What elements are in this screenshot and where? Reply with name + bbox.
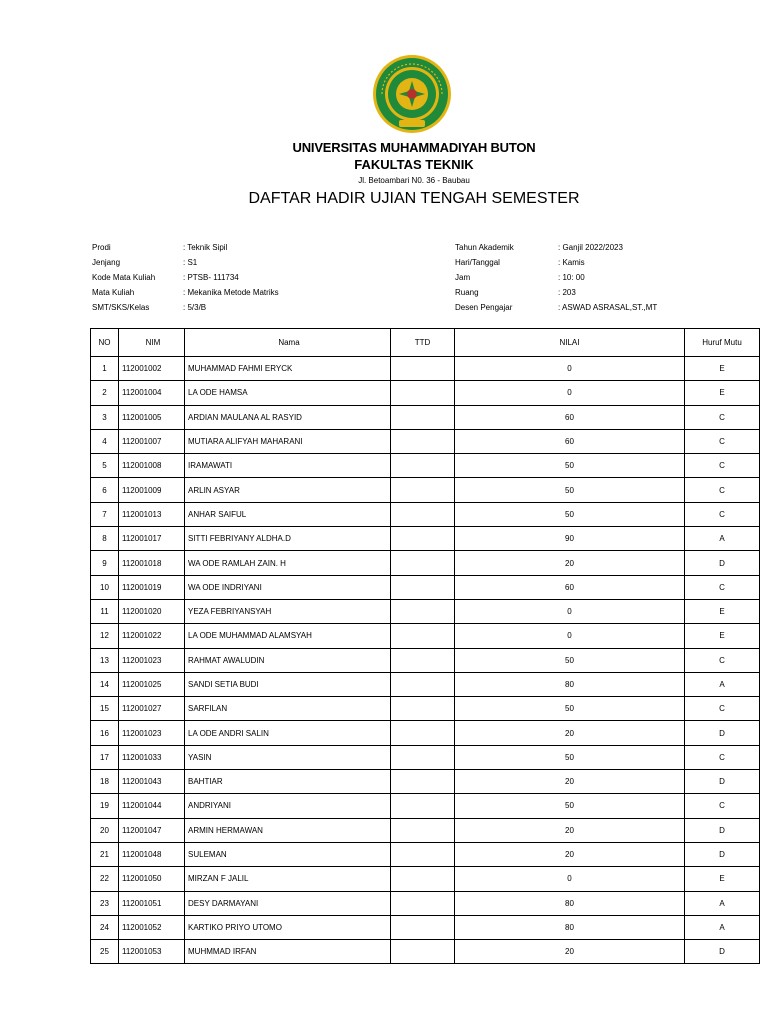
- cell-nim: 112001019: [119, 575, 185, 599]
- info-value: : PTSB- 111734: [183, 273, 239, 282]
- cell-nim: 112001017: [119, 527, 185, 551]
- info-value: : Teknik Sipil: [183, 243, 228, 252]
- table-header-row: [91, 329, 760, 357]
- cell-huruf-mutu: E: [685, 357, 760, 381]
- cell-nama: MUHMMAD IRFAN: [185, 940, 391, 964]
- cell-nilai: 60: [455, 405, 685, 429]
- cell-ttd: [391, 745, 455, 769]
- cell-no: 22: [91, 867, 119, 891]
- table-row: [91, 770, 760, 794]
- table-row: [91, 818, 760, 842]
- cell-nilai: 50: [455, 648, 685, 672]
- university-name: UNIVERSITAS MUHAMMADIYAH BUTON: [292, 140, 536, 155]
- document-title: DAFTAR HADIR UJIAN TENGAH SEMESTER: [248, 190, 580, 207]
- info-label: Hari/Tanggal: [455, 258, 500, 267]
- cell-ttd: [391, 429, 455, 453]
- cell-no: 16: [91, 721, 119, 745]
- cell-nim: 112001033: [119, 745, 185, 769]
- address: Jl. Betoambari N0. 36 - Baubau: [358, 176, 470, 185]
- table-row: [91, 721, 760, 745]
- cell-no: 10: [91, 575, 119, 599]
- cell-no: 7: [91, 502, 119, 526]
- cell-nama: DESY DARMAYANI: [185, 891, 391, 915]
- cell-huruf-mutu: D: [685, 721, 760, 745]
- cell-huruf-mutu: A: [685, 672, 760, 696]
- cell-no: 12: [91, 624, 119, 648]
- table-row: [91, 527, 760, 551]
- cell-nilai: 20: [455, 721, 685, 745]
- info-value: : ASWAD ASRASAL,ST.,MT: [558, 303, 658, 312]
- cell-nim: 112001043: [119, 770, 185, 794]
- cell-nama: LA ODE MUHAMMAD ALAMSYAH: [185, 624, 391, 648]
- cell-ttd: [391, 672, 455, 696]
- info-value: : 5/3/B: [183, 303, 207, 312]
- cell-nim: 112001018: [119, 551, 185, 575]
- cell-nilai: 90: [455, 527, 685, 551]
- cell-huruf-mutu: D: [685, 842, 760, 866]
- cell-huruf-mutu: C: [685, 648, 760, 672]
- cell-nama: MUHAMMAD FAHMI ERYCK: [185, 357, 391, 381]
- cell-nama: IRAMAWATI: [185, 454, 391, 478]
- table-row: [91, 624, 760, 648]
- cell-nama: SARFILAN: [185, 697, 391, 721]
- cell-huruf-mutu: C: [685, 697, 760, 721]
- cell-ttd: [391, 648, 455, 672]
- info-value: : S1: [183, 258, 198, 267]
- cell-huruf-mutu: C: [685, 745, 760, 769]
- col-header-no: NO: [91, 329, 119, 357]
- cell-nilai: 50: [455, 478, 685, 502]
- cell-huruf-mutu: D: [685, 770, 760, 794]
- cell-ttd: [391, 357, 455, 381]
- cell-nilai: 0: [455, 624, 685, 648]
- cell-nilai: 20: [455, 940, 685, 964]
- cell-nilai: 50: [455, 454, 685, 478]
- cell-nilai: 60: [455, 575, 685, 599]
- info-value: : Mekanika Metode Matriks: [183, 288, 279, 297]
- university-logo: [372, 54, 452, 134]
- table-row: [91, 357, 760, 381]
- cell-nama: LA ODE ANDRI SALIN: [185, 721, 391, 745]
- cell-no: 23: [91, 891, 119, 915]
- cell-nama: SANDI SETIA BUDI: [185, 672, 391, 696]
- cell-ttd: [391, 697, 455, 721]
- cell-nama: YASIN: [185, 745, 391, 769]
- cell-ttd: [391, 405, 455, 429]
- cell-ttd: [391, 599, 455, 623]
- cell-nilai: 20: [455, 770, 685, 794]
- info-label: Kode Mata Kuliah: [92, 273, 156, 282]
- table-row: [91, 599, 760, 623]
- cell-nilai: 0: [455, 357, 685, 381]
- cell-nama: ANDRIYANI: [185, 794, 391, 818]
- cell-ttd: [391, 454, 455, 478]
- cell-nim: 112001020: [119, 599, 185, 623]
- cell-no: 14: [91, 672, 119, 696]
- cell-nilai: 50: [455, 502, 685, 526]
- cell-nama: ARLIN ASYAR: [185, 478, 391, 502]
- cell-huruf-mutu: D: [685, 818, 760, 842]
- faculty-name: FAKULTAS TEKNIK: [354, 157, 474, 172]
- cell-nama: MIRZAN F JALIL: [185, 867, 391, 891]
- col-header-nama: Nama: [185, 329, 391, 357]
- table-row: [91, 891, 760, 915]
- cell-huruf-mutu: A: [685, 527, 760, 551]
- cell-huruf-mutu: C: [685, 429, 760, 453]
- table-row: [91, 405, 760, 429]
- cell-ttd: [391, 818, 455, 842]
- cell-nilai: 0: [455, 381, 685, 405]
- cell-ttd: [391, 478, 455, 502]
- info-label: Tahun Akademik: [455, 243, 514, 252]
- cell-nim: 112001044: [119, 794, 185, 818]
- cell-nim: 112001009: [119, 478, 185, 502]
- cell-nim: 112001050: [119, 867, 185, 891]
- cell-nilai: 50: [455, 794, 685, 818]
- cell-nim: 112001007: [119, 429, 185, 453]
- cell-huruf-mutu: E: [685, 867, 760, 891]
- table-row: [91, 697, 760, 721]
- cell-nilai: 80: [455, 915, 685, 939]
- cell-no: 2: [91, 381, 119, 405]
- table-row: [91, 381, 760, 405]
- cell-nim: 112001053: [119, 940, 185, 964]
- cell-no: 19: [91, 794, 119, 818]
- cell-ttd: [391, 381, 455, 405]
- cell-ttd: [391, 721, 455, 745]
- table-row: [91, 794, 760, 818]
- cell-nilai: 20: [455, 818, 685, 842]
- table-row: [91, 672, 760, 696]
- info-label: Jam: [455, 273, 471, 282]
- info-label: Mata Kuliah: [92, 288, 135, 297]
- cell-no: 25: [91, 940, 119, 964]
- cell-nim: 112001052: [119, 915, 185, 939]
- table-row: [91, 551, 760, 575]
- cell-huruf-mutu: C: [685, 405, 760, 429]
- cell-nim: 112001027: [119, 697, 185, 721]
- cell-huruf-mutu: C: [685, 454, 760, 478]
- cell-ttd: [391, 502, 455, 526]
- cell-nama: MUTIARA ALIFYAH MAHARANI: [185, 429, 391, 453]
- cell-ttd: [391, 770, 455, 794]
- cell-huruf-mutu: A: [685, 891, 760, 915]
- cell-nama: RAHMAT AWALUDIN: [185, 648, 391, 672]
- attendance-table: [90, 328, 760, 964]
- cell-ttd: [391, 867, 455, 891]
- cell-nilai: 50: [455, 697, 685, 721]
- cell-nama: ANHAR SAIFUL: [185, 502, 391, 526]
- cell-nim: 112001023: [119, 721, 185, 745]
- cell-ttd: [391, 551, 455, 575]
- cell-nama: LA ODE HAMSA: [185, 381, 391, 405]
- cell-nilai: 0: [455, 867, 685, 891]
- table-row: [91, 915, 760, 939]
- cell-ttd: [391, 891, 455, 915]
- cell-nim: 112001051: [119, 891, 185, 915]
- cell-ttd: [391, 915, 455, 939]
- cell-ttd: [391, 794, 455, 818]
- cell-no: 15: [91, 697, 119, 721]
- cell-nilai: 80: [455, 891, 685, 915]
- cell-no: 6: [91, 478, 119, 502]
- cell-nama: YEZA FEBRIYANSYAH: [185, 599, 391, 623]
- cell-nama: SULEMAN: [185, 842, 391, 866]
- cell-nim: 112001005: [119, 405, 185, 429]
- col-header-nilai: NILAI: [455, 329, 685, 357]
- cell-nim: 112001048: [119, 842, 185, 866]
- cell-no: 4: [91, 429, 119, 453]
- cell-huruf-mutu: C: [685, 478, 760, 502]
- table-row: [91, 429, 760, 453]
- cell-ttd: [391, 575, 455, 599]
- cell-no: 9: [91, 551, 119, 575]
- table-row: [91, 575, 760, 599]
- cell-ttd: [391, 527, 455, 551]
- cell-ttd: [391, 940, 455, 964]
- cell-huruf-mutu: E: [685, 624, 760, 648]
- cell-nilai: 20: [455, 551, 685, 575]
- info-right-values: [558, 240, 657, 315]
- cell-no: 20: [91, 818, 119, 842]
- table-row: [91, 648, 760, 672]
- cell-ttd: [391, 842, 455, 866]
- cell-nama: SITTI FEBRIYANY ALDHA.D: [185, 527, 391, 551]
- info-value: : Ganjil 2022/2023: [558, 243, 623, 252]
- cell-nim: 112001002: [119, 357, 185, 381]
- cell-nilai: 0: [455, 599, 685, 623]
- cell-nilai: 80: [455, 672, 685, 696]
- cell-no: 5: [91, 454, 119, 478]
- table-row: [91, 478, 760, 502]
- cell-huruf-mutu: D: [685, 551, 760, 575]
- table-row: [91, 745, 760, 769]
- cell-nama: BAHTIAR: [185, 770, 391, 794]
- table-row: [91, 454, 760, 478]
- info-label: Ruang: [455, 288, 479, 297]
- cell-huruf-mutu: C: [685, 502, 760, 526]
- cell-huruf-mutu: C: [685, 575, 760, 599]
- info-left-labels: [92, 240, 155, 315]
- cell-huruf-mutu: D: [685, 940, 760, 964]
- cell-nama: ARMIN HERMAWAN: [185, 818, 391, 842]
- cell-nim: 112001008: [119, 454, 185, 478]
- cell-no: 1: [91, 357, 119, 381]
- cell-huruf-mutu: A: [685, 915, 760, 939]
- table-row: [91, 842, 760, 866]
- cell-nim: 112001023: [119, 648, 185, 672]
- table-row: [91, 867, 760, 891]
- cell-nilai: 60: [455, 429, 685, 453]
- cell-no: 8: [91, 527, 119, 551]
- table-row: [91, 940, 760, 964]
- cell-huruf-mutu: E: [685, 599, 760, 623]
- info-label: Prodi: [92, 243, 111, 252]
- cell-nama: WA ODE RAMLAH ZAIN. H: [185, 551, 391, 575]
- cell-nim: 112001025: [119, 672, 185, 696]
- cell-nim: 112001013: [119, 502, 185, 526]
- cell-nama: KARTIKO PRIYO UTOMO: [185, 915, 391, 939]
- cell-ttd: [391, 624, 455, 648]
- info-label: Desen Pengajar: [455, 303, 513, 312]
- cell-nim: 112001004: [119, 381, 185, 405]
- cell-nama: ARDIAN MAULANA AL RASYID: [185, 405, 391, 429]
- info-label: Jenjang: [92, 258, 121, 267]
- cell-no: 3: [91, 405, 119, 429]
- cell-huruf-mutu: C: [685, 794, 760, 818]
- cell-no: 18: [91, 770, 119, 794]
- col-header-ttd: TTD: [391, 329, 455, 357]
- info-value: : 203: [558, 288, 576, 297]
- info-label: SMT/SKS/Kelas: [92, 303, 150, 312]
- info-value: : 10: 00: [558, 273, 585, 282]
- cell-no: 11: [91, 599, 119, 623]
- cell-nama: WA ODE INDRIYANI: [185, 575, 391, 599]
- cell-no: 17: [91, 745, 119, 769]
- cell-no: 21: [91, 842, 119, 866]
- cell-nilai: 50: [455, 745, 685, 769]
- cell-no: 24: [91, 915, 119, 939]
- cell-huruf-mutu: E: [685, 381, 760, 405]
- col-header-nim: NIM: [119, 329, 185, 357]
- table-row: [91, 502, 760, 526]
- cell-no: 13: [91, 648, 119, 672]
- cell-nim: 112001022: [119, 624, 185, 648]
- col-header-huruf-mutu: Huruf Mutu: [685, 329, 760, 357]
- cell-nim: 112001047: [119, 818, 185, 842]
- cell-nilai: 20: [455, 842, 685, 866]
- info-left-values: [183, 240, 279, 315]
- info-right-labels: [455, 240, 514, 315]
- info-value: : Kamis: [558, 258, 585, 267]
